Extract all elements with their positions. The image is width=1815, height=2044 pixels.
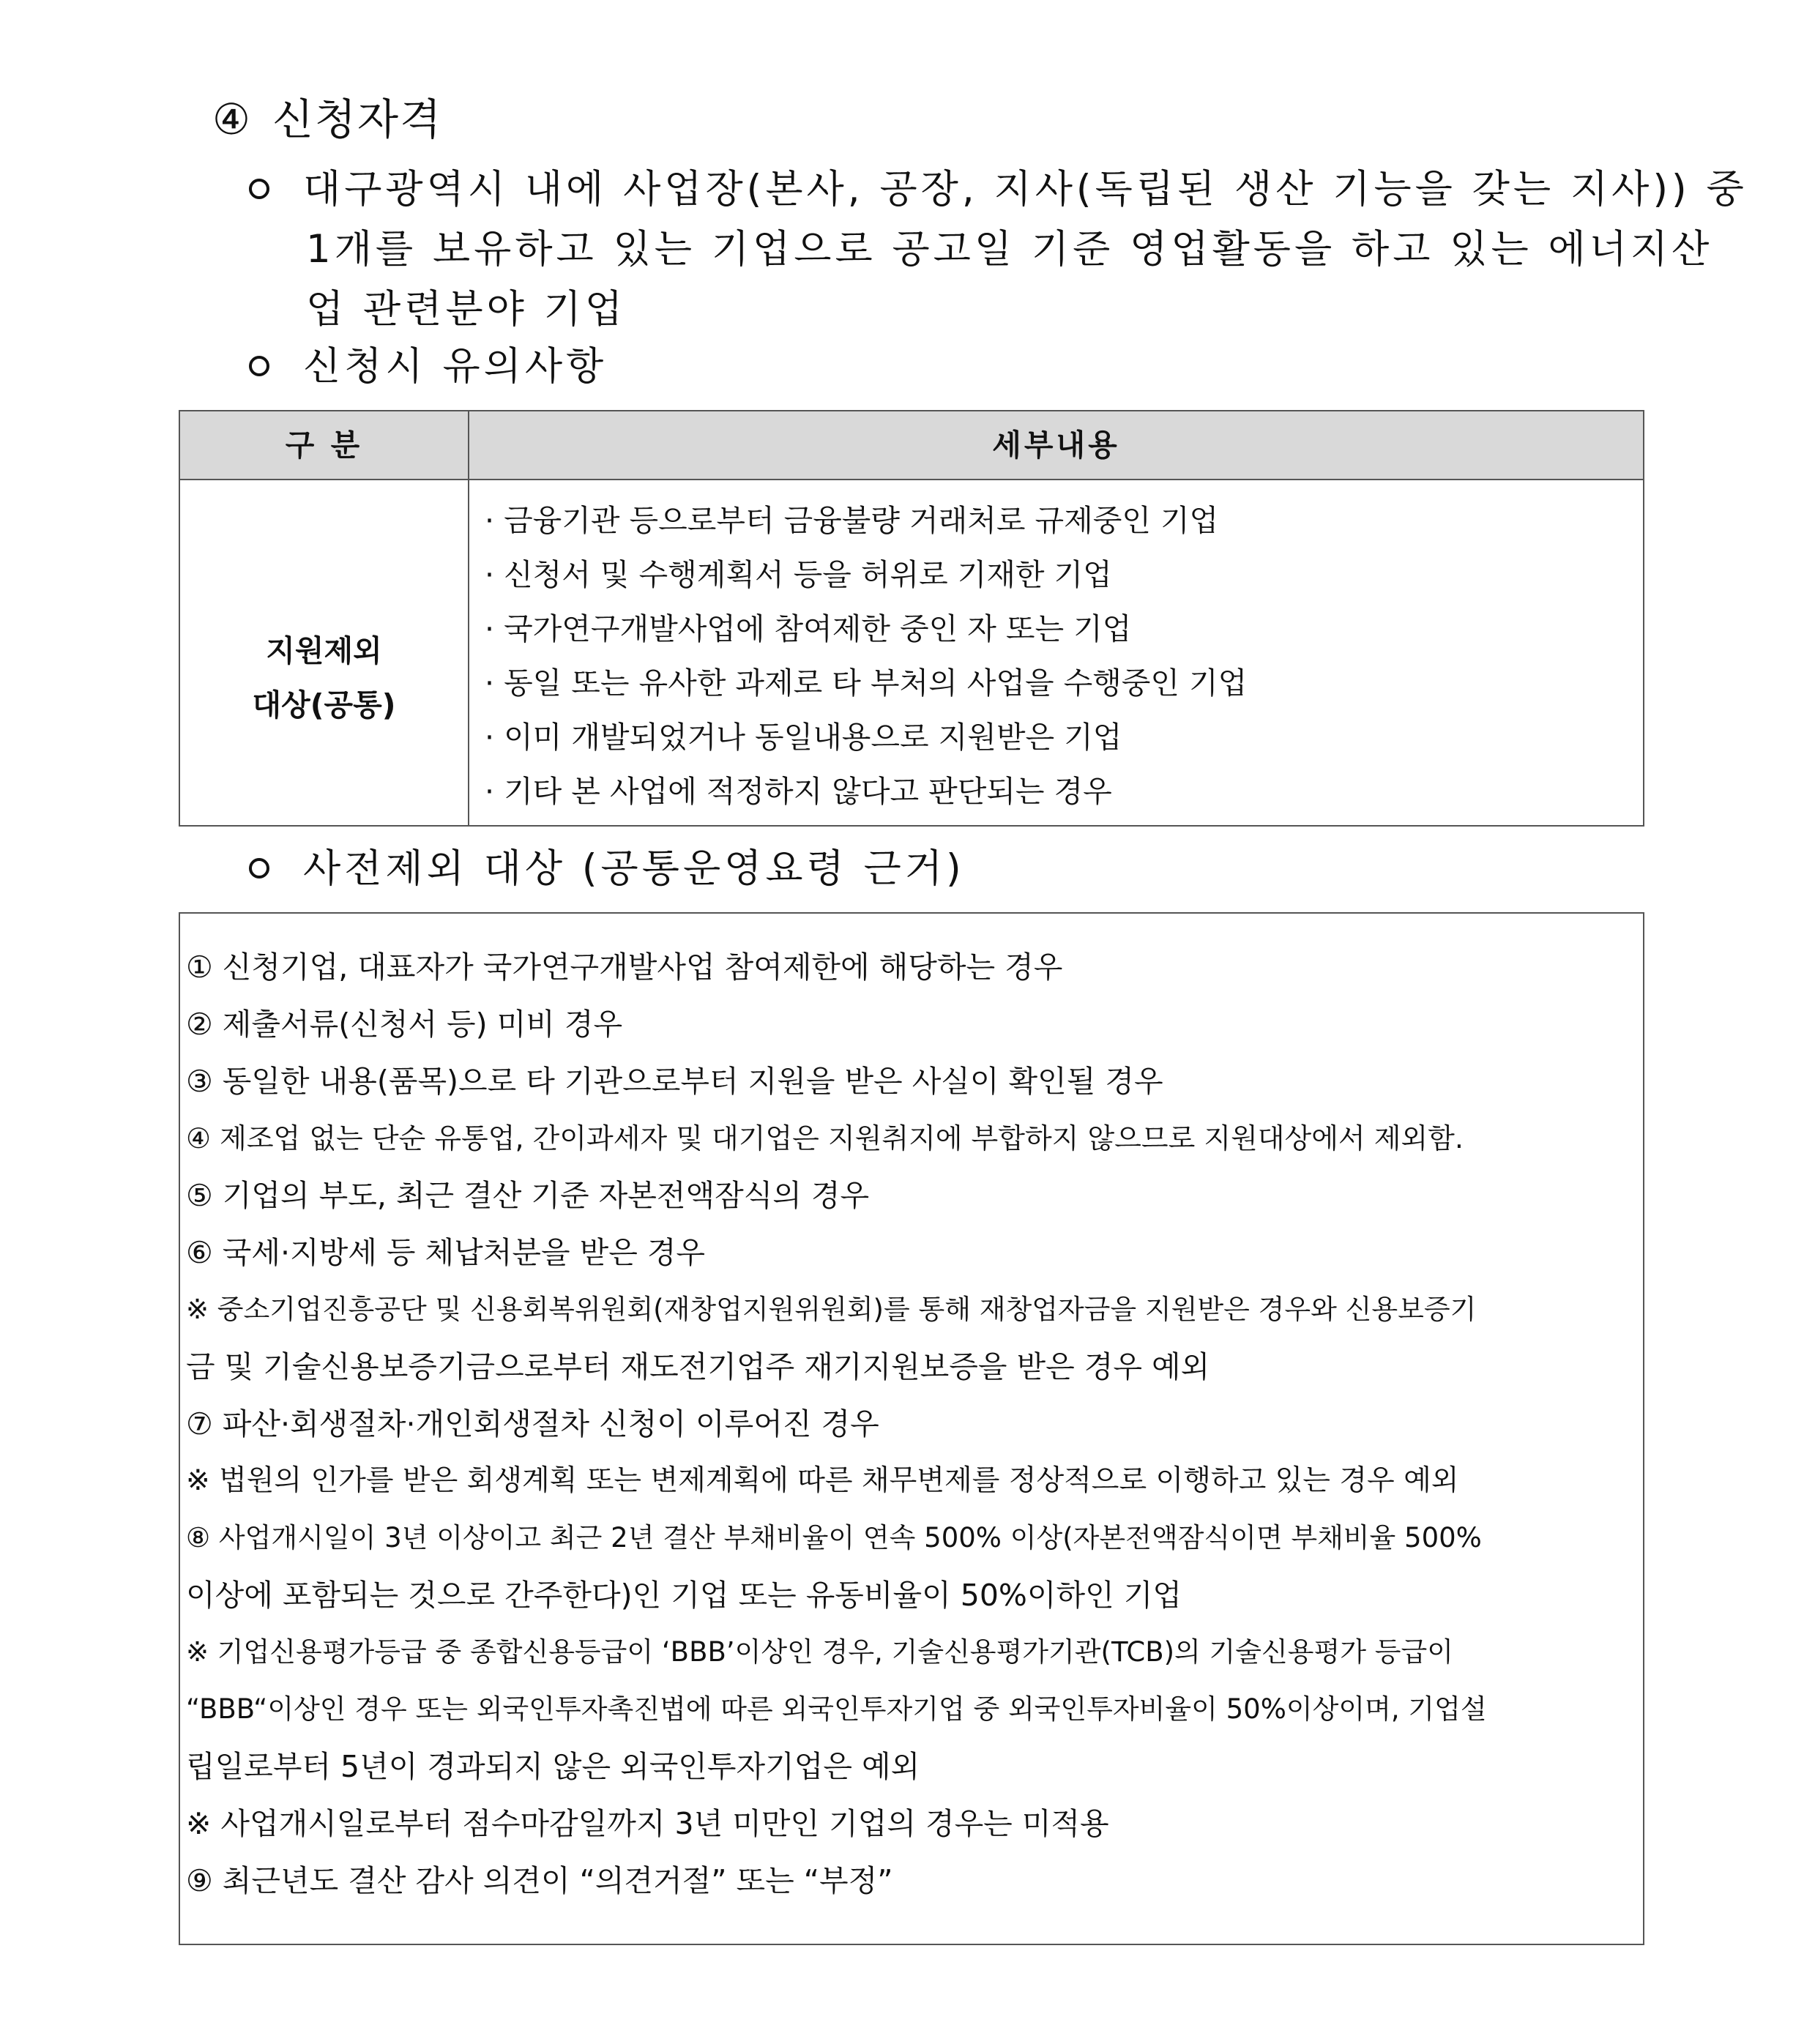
pre-exclusion-item: ⑨ 최근년도 결산 감사 의견이 “의견거절” 또는 “부정”: [186, 1863, 893, 1898]
table-detail-item: · 동일 또는 유사한 과제로 타 부처의 사업을 수행중인 기업: [485, 665, 1248, 701]
exclusion-table: [179, 410, 1644, 827]
pre-exclusion-note: ※ 법원의 인가를 받은 회생계획 또는 변제계획에 따른 채무변제를 정상적으로 이행하고 있는 경우 예외: [186, 1464, 1459, 1497]
circle-bullet-icon: [249, 858, 269, 879]
table-detail-item: · 신청서 및 수행계획서 등을 허위로 기재한 기업: [485, 557, 1112, 592]
notice-bullet-text: 신청시 유의사항: [303, 344, 608, 389]
pre-exclusion-note-cont: “BBB“이상인 경우 또는 외국인투자촉진법에 따른 외국인투자기업 중 외국인투자비율이 50%이상이며, 기업설: [186, 1693, 1487, 1725]
section-heading: [212, 91, 442, 148]
table-detail-item: · 이미 개발되었거나 동일내용으로 지원받은 기업: [485, 720, 1122, 755]
pre-exclusion-item: ④ 제조업 없는 단순 유통업, 간이과세자 및 대기업은 지원취지에 부합하지 않으므로 지원대상에서 제외함.: [186, 1122, 1464, 1155]
pre-exclusion-note: ※ 중소기업진흥공단 및 신용회복위원회(재창업지원위원회)를 통해 재창업자금을 지원받은 경우와 신용보증기: [186, 1294, 1477, 1325]
heading-marker: ④: [212, 94, 252, 144]
pre-exclusion-note-cont: 금 및 기술신용보증기금으로부터 재도전기업주 재기지원보증을 받은 경우 예외: [186, 1349, 1210, 1384]
eligibility-bullet: [249, 160, 1748, 340]
row-label-line-1: 지원제외: [266, 633, 382, 668]
circle-bullet-icon: [249, 179, 269, 199]
notice-bullet: [249, 337, 1640, 397]
table-row-label: [180, 624, 468, 732]
table-header-category: 구 분: [285, 428, 363, 463]
pre-exclusion-item: ⑦ 파산·회생절차·개인회생절차 신청이 이루어진 경우: [186, 1406, 879, 1441]
pre-exclusion-item: ⑤ 기업의 부도, 최근 결산 기준 자본전액잠식의 경우: [186, 1178, 870, 1213]
pre-exclusion-item-cont: 이상에 포함되는 것으로 간주한다)인 기업 또는 유동비율이 50%이하인 기업: [186, 1578, 1182, 1613]
table-detail-item: · 기타 본 사업에 적정하지 않다고 판단되는 경우: [485, 774, 1112, 809]
pre-exclusion-item: ③ 동일한 내용(품목)으로 타 기관으로부터 지원을 받은 사실이 확인될 경우: [186, 1064, 1163, 1099]
pre-exclusion-item: ② 제출서류(신청서 등) 미비 경우: [186, 1007, 623, 1042]
table-detail-item: · 국가연구개발사업에 참여제한 중인 자 또는 기업: [485, 611, 1132, 646]
circle-bullet-icon: [249, 356, 269, 376]
table-detail-item: · 금융기관 등으로부터 금융불량 거래처로 규제중인 기업: [485, 503, 1219, 538]
pre-exclusion-note: ※ 사업개시일로부터 점수마감일까지 3년 미만인 기업의 경우는 미적용: [186, 1806, 1109, 1841]
pre-exclusion-note: ※ 기업신용평가등급 중 종합신용등급이 ‘BBB’이상인 경우, 기술신용평가기관(TCB)의 기술신용평가 등급이: [186, 1636, 1453, 1668]
eligibility-line-1: 대구광역시 내에 사업장(본사, 공장, 지사(독립된 생산 기능을 갖는 지사)) 중: [249, 160, 1640, 220]
table-header-details: 세부내용: [992, 428, 1120, 463]
pre-exclusion-bullet-text: 사전제외 대상 (공통운영요령 근거): [303, 846, 965, 891]
pre-exclusion-item: ⑧ 사업개시일이 3년 이상이고 최근 2년 결산 부채비율이 연속 500% 이상(자본전액잠식이면 부채비율 500%: [186, 1522, 1482, 1553]
pre-exclusion-item: ⑥ 국세·지방세 등 체납처분을 받은 경우: [186, 1235, 706, 1270]
eligibility-line-2: 1개를 보유하고 있는 기업으로 공고일 기준 영업활동을 하고 있는 에너지산: [306, 227, 1713, 272]
row-label-line-2: 대상(공통): [252, 687, 396, 723]
pre-exclusion-bullet: [249, 839, 1640, 899]
pre-exclusion-note-cont: 립일로부터 5년이 경과되지 않은 외국인투자기업은 예외: [186, 1749, 920, 1784]
heading-title: 신청자격: [272, 94, 443, 144]
eligibility-line-3: 업 관련분야 기업: [306, 287, 627, 332]
pre-exclusion-item: ① 신청기업, 대표자가 국가연구개발사업 참여제한에 해당하는 경우: [186, 950, 1063, 985]
